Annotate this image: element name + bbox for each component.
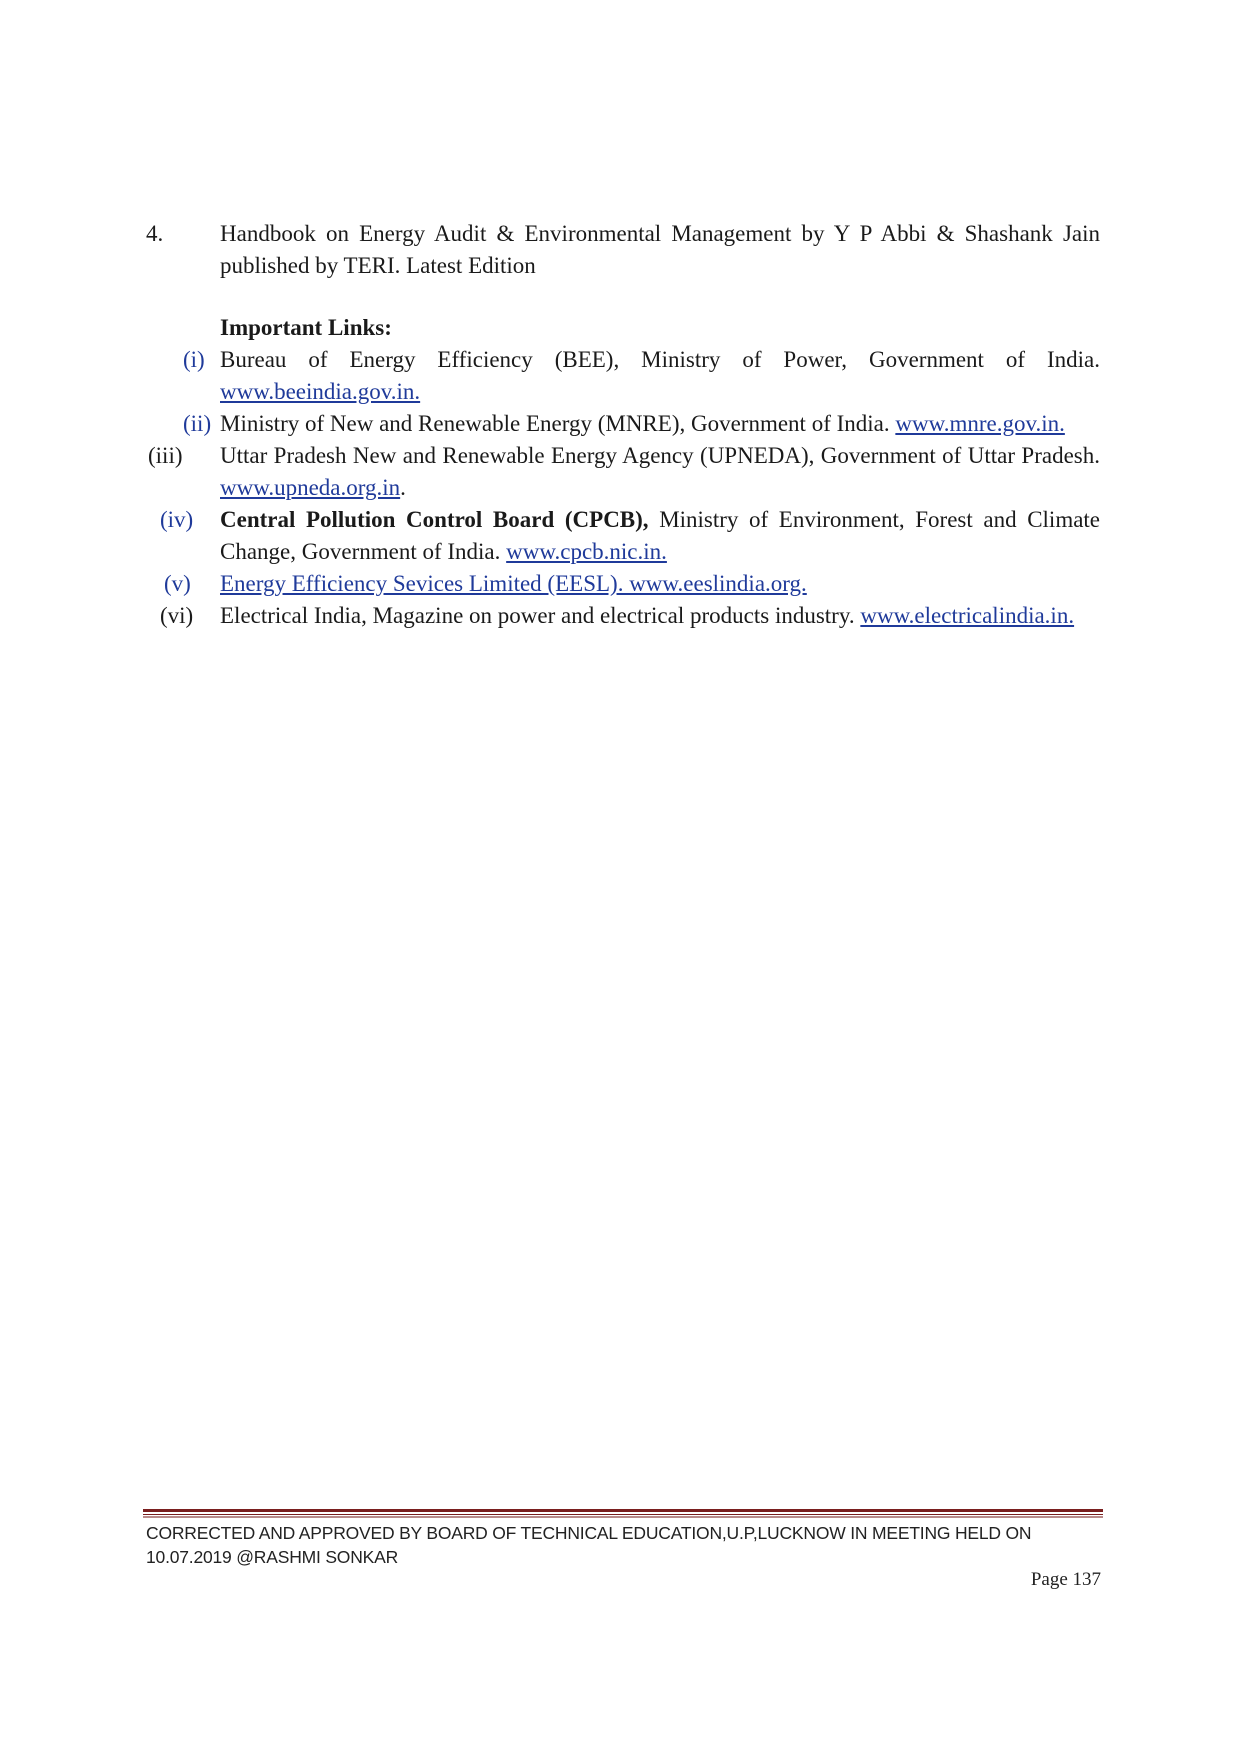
link-text: Electrical India, Magazine on power and electrical products industry. [220, 603, 855, 628]
link-url-electrical-india[interactable]: www.electricalindia.in. [860, 603, 1075, 628]
link-url-mnre[interactable]: www.mnre.gov.in. [895, 411, 1065, 436]
important-links [146, 312, 1100, 632]
link-bold-text: Central Pollution Control Board (CPCB), [220, 507, 649, 532]
footer-divider [143, 1509, 1103, 1512]
link-item-eesl [146, 568, 1100, 600]
reference-text: Handbook on Energy Audit & Environmental Management by Y P Abbi & Shashank Jain published by TERI. Latest Edition [220, 221, 1100, 278]
link-item-mnre [146, 408, 1100, 440]
link-text: Uttar Pradesh New and Renewable Energy Agency (UPNEDA), Government of Uttar Pradesh. [220, 443, 1100, 468]
link-url-upneda[interactable]: www.upneda.org.in [220, 475, 401, 500]
link-url-bee[interactable]: www.beeindia.gov.in. [220, 379, 421, 404]
link-number: (v) [164, 571, 191, 596]
footer-divider [143, 1514, 1103, 1515]
link-trail: . [400, 475, 406, 500]
links-heading: Important Links: [220, 315, 392, 340]
link-text: Bureau of Energy Efficiency (BEE), Ministry of Power, Government of India. [220, 347, 1100, 372]
link-item-electrical-india [146, 600, 1100, 632]
reference-number: 4. [146, 221, 164, 246]
link-number: (iii) [148, 443, 183, 468]
footer-text: CORRECTED AND APPROVED BY BOARD OF TECHNICAL EDUCATION,U.P,LUCKNOW IN MEETING HELD ON 10.07.2019 @RASHMI SONKAR [146, 1523, 1032, 1567]
link-url-eesl[interactable]: Energy Efficiency Sevices Limited (EESL). www.eeslindia.org. [220, 571, 807, 596]
link-url-cpcb[interactable]: www.cpcb.nic.in. [506, 539, 667, 564]
link-item-cpcb [146, 504, 1100, 568]
link-number: (i) [183, 347, 205, 372]
reference-item [146, 218, 1100, 282]
link-number: (ii) [183, 411, 212, 436]
link-text: Ministry of New and Renewable Energy (MNRE), Government of India. [220, 411, 890, 436]
link-number: (vi) [160, 603, 194, 628]
link-item-bee [146, 344, 1100, 408]
footer-divider [143, 1516, 1103, 1518]
link-text: Ministry of Environment, Forest and Climate Change, Government of India. [220, 507, 1101, 564]
link-number: (iv) [160, 507, 194, 532]
link-item-upneda [146, 440, 1100, 504]
page-number: Page 137 [1030, 1569, 1101, 1590]
